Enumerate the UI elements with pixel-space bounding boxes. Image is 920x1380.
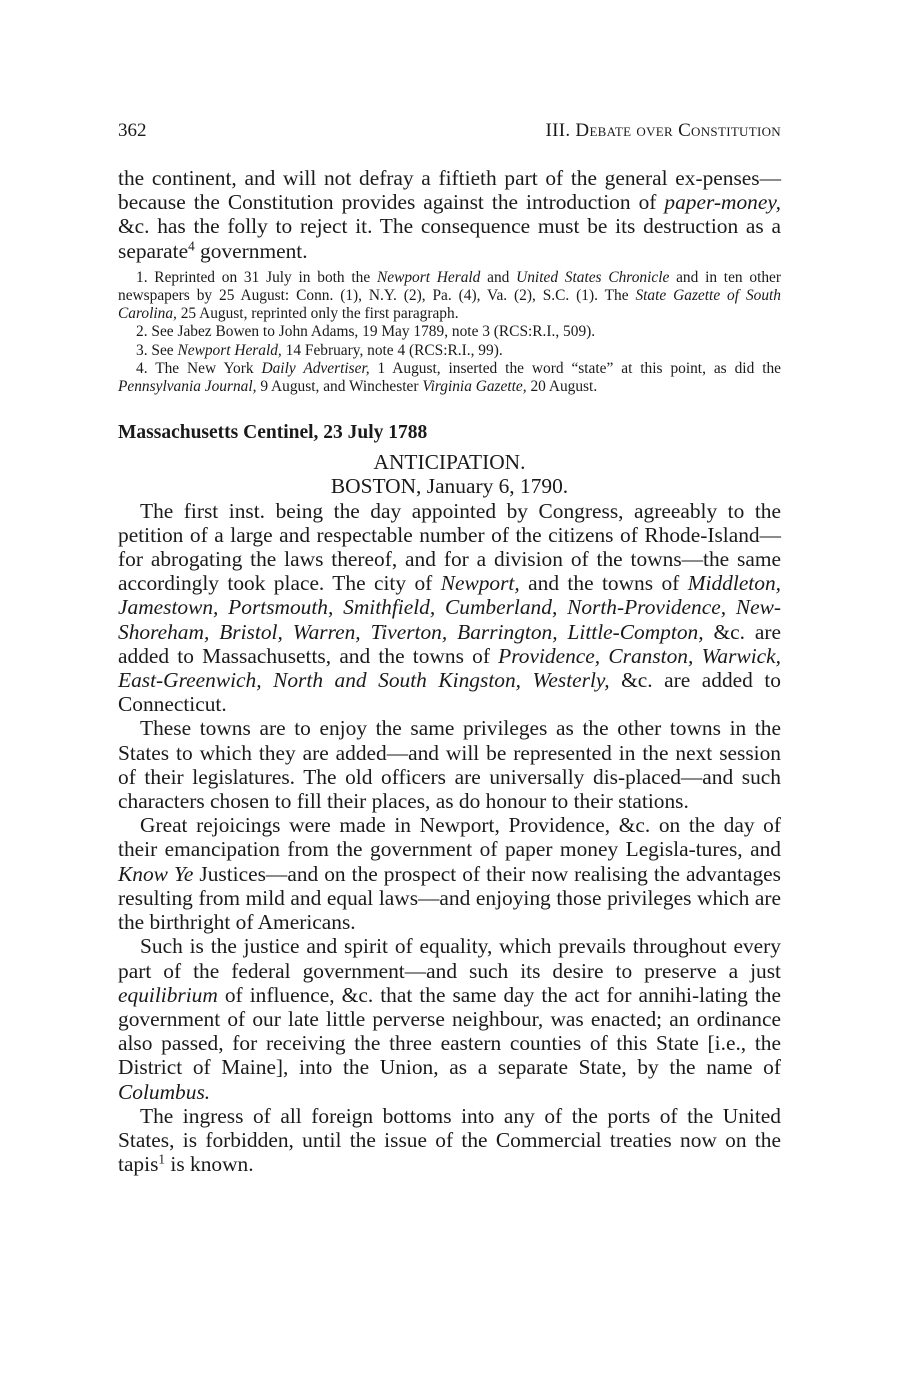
document-page bbox=[118, 120, 781, 1176]
article-body bbox=[118, 499, 781, 1177]
running-head bbox=[118, 120, 781, 150]
footnote-4: 4. The New York Daily Advertiser, 1 August, inserted the word “state” at this point, as did the Pennsylvania Journal, 9 August, and Winchester Virginia Gazette, 20 August. bbox=[118, 359, 781, 396]
section-heading: Massachusetts Centinel, 23 July 1788 bbox=[118, 422, 428, 444]
footnote-ref: 4 bbox=[188, 238, 195, 254]
article-paragraph-4: Such is the justice and spirit of equality, which prevails throughout every part of the federal government—and such its desire to preserve a just equilibrium of influence, &c. that the same day the act for annihi-lating the government of our late little perverse neighbour, was enacted; an ordinance also passed, for receiving the three eastern counties of this State [i.e., the District of Maine], into the Union, as a separate State, by the name of Columbus. bbox=[118, 934, 781, 1104]
running-title: III. Debate over Constitution bbox=[545, 120, 781, 141]
footnotes bbox=[118, 269, 781, 396]
continuation-paragraph: the continent, and will not defray a fiftieth part of the general ex-penses—because the Constitution provides against the introduction of paper-money, &c. has the folly to reject it. The consequence must be its destruction as a separate$^4$ government. bbox=[118, 166, 781, 263]
article-paragraph-2: These towns are to enjoy the same privileges as the other towns in the States to which they are added—and will be represented in the next session of their legislatures. The old officers are universally dis-placed—and such characters chosen to fill their places, as do honour to their stations. bbox=[118, 716, 781, 814]
footnote-ref: 1 bbox=[158, 1151, 166, 1167]
article-paragraph-5: The ingress of all foreign bottoms into any of the ports of the United States, is forbidden, until the issue of the Commercial treaties now on the tapis$^1$ is known. bbox=[118, 1103, 781, 1177]
footnote-3: 3. See Newport Herald, 14 February, note 4 (RCS:R.I., 99). bbox=[136, 341, 503, 359]
page-number: 362 bbox=[118, 120, 147, 141]
article-paragraph-1: The first inst. being the day appointed by Congress, agreeably to the petition of a large and respectable number of the citizens of Rhode-Island—for abrogating the laws thereof, and for a division of the towns—the same accordingly took place. The city of Newport, and the towns of Middleton, Jamestown, Portsmouth, Smithfield, Cumberland, North-Providence, New-Shoreham, Bristol, Warren, Tiverton, Barrington, Little-Compton, &c. are added to Massachusetts, and the towns of Providence, Cranston, Warwick, East-Greenwich, North and South Kingston, Westerly, &c. are added to Connecticut. bbox=[118, 498, 781, 717]
article-title: ANTICIPATION. bbox=[373, 450, 526, 475]
footnote-1: 1. Reprinted on 31 July in both the Newport Herald and United States Chronicle and in ten other newspapers by 25 August: Conn. (1), N.Y. (2), Pa. (4), Va. (2), S.C. (1). The State Gazette of South Carolina, 25 August, reprinted only the first paragraph. bbox=[118, 268, 782, 323]
article-paragraph-3: Great rejoicings were made in Newport, Providence, &c. on the day of their emancipation from the government of paper money Legisla-tures, and Know Ye Justices—and on the prospect of their now realising the advantages resulting from mild and equal laws—and enjoying those privileges which are the birthright of Americans. bbox=[118, 813, 782, 935]
footnote-2: 2. See Jabez Bowen to John Adams, 19 May 1789, note 3 (RCS:R.I., 509). bbox=[136, 323, 596, 341]
article-dateline: BOSTON, January 6, 1790. bbox=[330, 474, 569, 499]
